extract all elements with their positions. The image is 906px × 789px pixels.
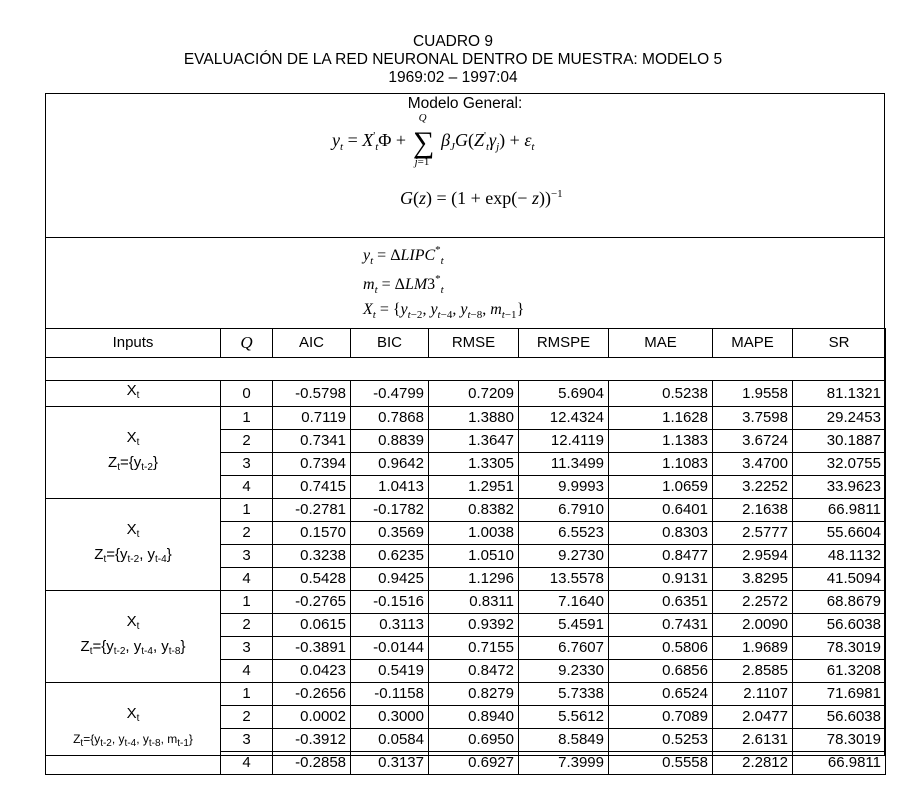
- inputs-x: $X_t$: [126, 382, 140, 401]
- q-cell: 1: [221, 591, 273, 614]
- aic-cell: -0.5798: [273, 381, 351, 407]
- caption-period: 1969:02 – 1997:04: [388, 69, 518, 86]
- table-row: [46, 683, 886, 706]
- inputs-x: $X_t$: [126, 612, 140, 632]
- inputs-z: $Z_t=\{y_{t-2}$, $y_{t-4}$, $y_{t-8}$}: [80, 637, 186, 657]
- sr-cell: 71.6981: [793, 683, 886, 706]
- q-cell: 4: [221, 752, 273, 775]
- rmspe-cell: 7.3999: [519, 752, 609, 775]
- bic-cell: -0.1782: [351, 499, 429, 522]
- rmse-cell: 0.8311: [429, 591, 519, 614]
- bic-cell: 0.3569: [351, 522, 429, 545]
- mae-cell: 0.8303: [609, 522, 713, 545]
- var-def-x: $X_t = \{y_{t-2}$, $y_{t-4}$, $y_{t-8}$, $m_{t-1}$}: [363, 301, 525, 321]
- aic-cell: 0.3238: [273, 545, 351, 568]
- rmspe-cell: 6.7910: [519, 499, 609, 522]
- mape-cell: 2.1638: [713, 499, 793, 522]
- q-cell: 4: [221, 568, 273, 591]
- caption-title: EVALUACIÓN DE LA RED NEURONAL DENTRO DE MUESTRA: MODELO 5: [183, 51, 723, 68]
- aic-cell: 0.7341: [273, 430, 351, 453]
- mape-cell: 3.8295: [713, 568, 793, 591]
- mape-cell: 3.6724: [713, 430, 793, 453]
- var-def-y: $y_t$ = $\Delta LIPC^*_t$: [363, 244, 444, 267]
- rmse-cell: 0.7155: [429, 637, 519, 660]
- mae-cell: 0.6856: [609, 660, 713, 683]
- inputs-cell: [46, 499, 221, 591]
- col-sr: SR: [793, 329, 886, 358]
- mape-cell: 2.0090: [713, 614, 793, 637]
- aic-cell: 0.7415: [273, 476, 351, 499]
- rmspe-cell: 5.7338: [519, 683, 609, 706]
- bic-cell: 0.6235: [351, 545, 429, 568]
- inputs-cell: [46, 381, 221, 407]
- table-row: [46, 381, 886, 407]
- q-cell: 2: [221, 430, 273, 453]
- rmspe-cell: 5.6904: [519, 381, 609, 407]
- bic-cell: -0.1516: [351, 591, 429, 614]
- model-equation-activation: $G(z) = (1 + \exp(- z))^{-1}$: [400, 188, 563, 208]
- rmspe-cell: 9.9993: [519, 476, 609, 499]
- inputs-x: $X_t$: [126, 428, 140, 448]
- bic-cell: 0.3000: [351, 706, 429, 729]
- sr-cell: 56.6038: [793, 706, 886, 729]
- aic-cell: 0.0002: [273, 706, 351, 729]
- mae-cell: 0.7431: [609, 614, 713, 637]
- inputs-cell: [46, 591, 221, 683]
- aic-cell: -0.3912: [273, 729, 351, 752]
- bic-cell: 0.3113: [351, 614, 429, 637]
- mae-cell: 0.7089: [609, 706, 713, 729]
- caption-number: CUADRO 9: [412, 33, 494, 50]
- sr-cell: 66.9811: [793, 499, 886, 522]
- sr-cell: 66.9811: [793, 752, 886, 775]
- mae-cell: 0.5558: [609, 752, 713, 775]
- mape-cell: 2.1107: [713, 683, 793, 706]
- aic-cell: -0.2656: [273, 683, 351, 706]
- sr-cell: 78.3019: [793, 729, 886, 752]
- table-row: [46, 591, 886, 614]
- q-cell: 4: [221, 476, 273, 499]
- mae-cell: 1.1628: [609, 407, 713, 430]
- sr-cell: 48.1132: [793, 545, 886, 568]
- mape-cell: 2.2812: [713, 752, 793, 775]
- rmspe-cell: 12.4324: [519, 407, 609, 430]
- aic-cell: 0.1570: [273, 522, 351, 545]
- mae-cell: 0.5253: [609, 729, 713, 752]
- mape-cell: 3.4700: [713, 453, 793, 476]
- mape-cell: 3.7598: [713, 407, 793, 430]
- mae-cell: 0.5806: [609, 637, 713, 660]
- col-aic: AIC: [273, 329, 351, 358]
- rmspe-cell: 11.3499: [519, 453, 609, 476]
- rmse-cell: 1.3880: [429, 407, 519, 430]
- inputs-x: $X_t$: [126, 520, 140, 540]
- inputs-x: $X_t$: [126, 704, 140, 724]
- mae-cell: 0.9131: [609, 568, 713, 591]
- mape-cell: 2.0477: [713, 706, 793, 729]
- rmse-cell: 1.0038: [429, 522, 519, 545]
- mae-cell: 1.1083: [609, 453, 713, 476]
- sr-cell: 68.8679: [793, 591, 886, 614]
- rmse-cell: 0.8940: [429, 706, 519, 729]
- aic-cell: 0.0423: [273, 660, 351, 683]
- rmse-cell: 0.8279: [429, 683, 519, 706]
- inputs-z: $Z_t=\{y_{t-2}$, $y_{t-4}$}: [94, 545, 172, 565]
- rmse-cell: 1.1296: [429, 568, 519, 591]
- rmspe-cell: 12.4119: [519, 430, 609, 453]
- table-row: [46, 499, 886, 522]
- col-rmspe: RMSPE: [519, 329, 609, 358]
- mae-cell: 0.5238: [609, 381, 713, 407]
- mape-cell: 2.2572: [713, 591, 793, 614]
- bic-cell: 1.0413: [351, 476, 429, 499]
- aic-cell: 0.7394: [273, 453, 351, 476]
- q-cell: 3: [221, 637, 273, 660]
- rmspe-cell: 6.7607: [519, 637, 609, 660]
- sr-cell: 81.1321: [793, 381, 886, 407]
- sr-cell: 30.1887: [793, 430, 886, 453]
- rmse-cell: 0.7209: [429, 381, 519, 407]
- rmse-cell: 0.9392: [429, 614, 519, 637]
- bic-cell: 0.9425: [351, 568, 429, 591]
- sr-cell: 61.3208: [793, 660, 886, 683]
- mape-cell: 3.2252: [713, 476, 793, 499]
- rmse-cell: 1.0510: [429, 545, 519, 568]
- rmse-cell: 1.2951: [429, 476, 519, 499]
- rmspe-cell: 9.2730: [519, 545, 609, 568]
- rmse-cell: 1.3305: [429, 453, 519, 476]
- mape-cell: 2.9594: [713, 545, 793, 568]
- results-table: [45, 328, 886, 775]
- sr-cell: 29.2453: [793, 407, 886, 430]
- inputs-z: $Z_t=\{y_{t-2}$, $y_{t-4}$, $y_{t-8}$, $m_{t-1}$}: [73, 731, 193, 749]
- q-cell: 2: [221, 522, 273, 545]
- q-cell: 1: [221, 407, 273, 430]
- bic-cell: 0.9642: [351, 453, 429, 476]
- rmspe-cell: 6.5523: [519, 522, 609, 545]
- q-cell: 3: [221, 453, 273, 476]
- mae-cell: 0.6401: [609, 499, 713, 522]
- rmspe-cell: 5.4591: [519, 614, 609, 637]
- col-rmse: RMSE: [429, 329, 519, 358]
- col-q: Q: [221, 329, 273, 358]
- aic-cell: -0.2858: [273, 752, 351, 775]
- mae-cell: 1.0659: [609, 476, 713, 499]
- model-equation-main: $y_t = X'_t\Phi$ + Q ∑ j=1 $\beta_JG(Z'_t\gamma_j) + \varepsilon_t$: [332, 112, 535, 168]
- aic-cell: -0.3891: [273, 637, 351, 660]
- col-mae: MAE: [609, 329, 713, 358]
- sr-cell: 55.6604: [793, 522, 886, 545]
- q-cell: 1: [221, 499, 273, 522]
- aic-cell: 0.5428: [273, 568, 351, 591]
- header-row: [46, 329, 886, 358]
- model-title: Modelo General:: [407, 95, 523, 112]
- col-mape: MAPE: [713, 329, 793, 358]
- mape-cell: 2.5777: [713, 522, 793, 545]
- mae-cell: 0.8477: [609, 545, 713, 568]
- bic-cell: -0.0144: [351, 637, 429, 660]
- rmspe-cell: 7.1640: [519, 591, 609, 614]
- bic-cell: -0.1158: [351, 683, 429, 706]
- mae-cell: 0.6524: [609, 683, 713, 706]
- q-cell: 2: [221, 706, 273, 729]
- rmspe-cell: 9.2330: [519, 660, 609, 683]
- bic-cell: 0.7868: [351, 407, 429, 430]
- bic-cell: 0.0584: [351, 729, 429, 752]
- inputs-cell: [46, 683, 221, 775]
- sr-cell: 78.3019: [793, 637, 886, 660]
- col-bic: BIC: [351, 329, 429, 358]
- rmse-cell: 0.8382: [429, 499, 519, 522]
- rmse-cell: 1.3647: [429, 430, 519, 453]
- bic-cell: 0.8839: [351, 430, 429, 453]
- q-cell: 1: [221, 683, 273, 706]
- aic-cell: -0.2781: [273, 499, 351, 522]
- aic-cell: 0.7119: [273, 407, 351, 430]
- rmse-cell: 0.8472: [429, 660, 519, 683]
- rmspe-cell: 5.5612: [519, 706, 609, 729]
- sr-cell: 33.9623: [793, 476, 886, 499]
- rmspe-cell: 13.5578: [519, 568, 609, 591]
- rmse-cell: 0.6950: [429, 729, 519, 752]
- sr-cell: 56.6038: [793, 614, 886, 637]
- mape-cell: 2.6131: [713, 729, 793, 752]
- table-row: [46, 407, 886, 430]
- mape-cell: 2.8585: [713, 660, 793, 683]
- rmse-cell: 0.6927: [429, 752, 519, 775]
- mape-cell: 1.9558: [713, 381, 793, 407]
- q-cell: 2: [221, 614, 273, 637]
- bic-cell: -0.4799: [351, 381, 429, 407]
- aic-cell: -0.2765: [273, 591, 351, 614]
- aic-cell: 0.0615: [273, 614, 351, 637]
- q-cell: 0: [221, 381, 273, 407]
- q-cell: 4: [221, 660, 273, 683]
- col-inputs: Inputs: [46, 329, 221, 358]
- sr-cell: 32.0755: [793, 453, 886, 476]
- var-def-m: $m_t = \Delta LM3^*_t$: [363, 273, 444, 296]
- sr-cell: 41.5094: [793, 568, 886, 591]
- mape-cell: 1.9689: [713, 637, 793, 660]
- inputs-z: $Z_t=\{y_{t-2}\}$: [108, 453, 158, 473]
- q-cell: 3: [221, 545, 273, 568]
- rmspe-cell: 8.5849: [519, 729, 609, 752]
- bic-cell: 0.5419: [351, 660, 429, 683]
- q-cell: 3: [221, 729, 273, 752]
- bic-cell: 0.3137: [351, 752, 429, 775]
- table-caption: [0, 33, 906, 87]
- inputs-cell: [46, 407, 221, 499]
- mae-cell: 1.1383: [609, 430, 713, 453]
- spacer-row: [46, 358, 886, 381]
- mae-cell: 0.6351: [609, 591, 713, 614]
